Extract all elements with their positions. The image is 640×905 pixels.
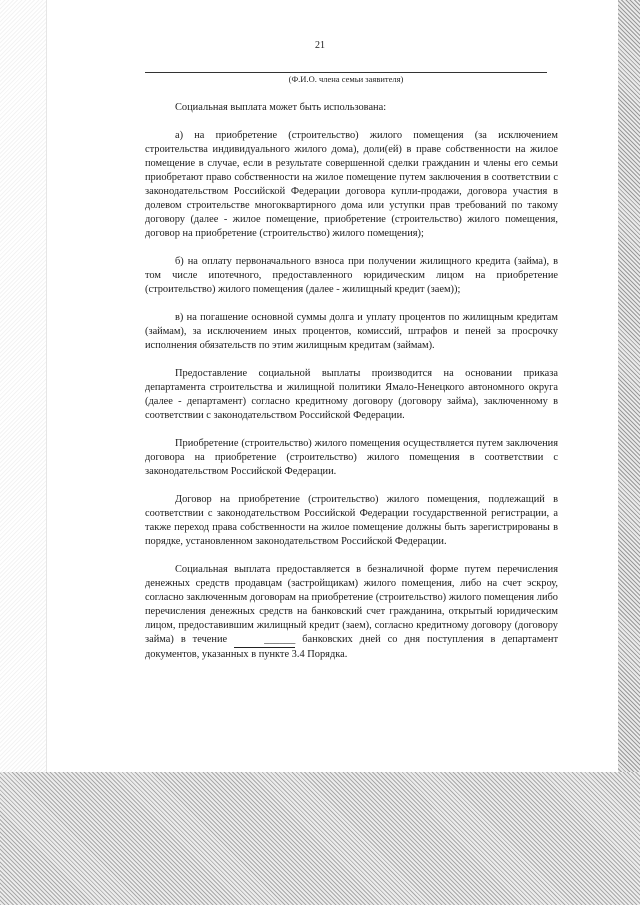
paragraph-registration: Договор на приобретение (строительство) жилого помещения, подлежащий в соответствии с законодательством Российской Федерации государственной регистрации, а также переход права собственности на жилое помещение должны быть зарегистрированы в порядке, установленном законодательством Российской Федерации. <box>145 494 558 547</box>
paragraph-payment <box>145 563 558 662</box>
scan-bottom-edge <box>0 772 640 905</box>
signature-line <box>145 72 547 73</box>
days-blank-field: ______ <box>234 633 295 648</box>
payment-text-end: банковских дней со дня поступления в департамент документов, указанных в пункте 3.4 Порядка. <box>145 634 559 660</box>
paragraph-basis: Предоставление социальной выплаты производится на основании приказа департамента строительства и жилищной политики Ямало-Ненецкого автономного округа (далее - департамент) согласно кредитному договору (договору займа), заключенному в соответствии с законодательством Российской Федерации. <box>145 368 558 421</box>
signature-caption: (Ф.И.О. члена семьи заявителя) <box>288 74 404 84</box>
scan-left-margin <box>0 0 47 772</box>
page-number: 21 <box>315 40 325 51</box>
document-body <box>145 101 558 676</box>
paragraph-item-b: б) на оплату первоначального взноса при получении жилищного кредита (займа), в том числе ипотечного, предоставленного юридическим лицом на приобретение (строительство) жилого помещения (далее - жилищный кредит (заем)); <box>145 256 558 295</box>
paragraph-item-c: в) на погашение основной суммы долга и уплату процентов по жилищным кредитам (займам), за исключением иных процентов, комиссий, штрафов и пеней за просрочку исполнения обязательств по этим жилищным кредитам (займам). <box>145 312 558 351</box>
payment-text-start: Социальная выплата предоставляется в безналичной форме путем перечисления денежных средств продавцам (застройщикам) жилого помещения, либо на счет эскроу, согласно заключенным договорам на приобретение (строительство) жилого помещения либо перечисления денежных средств на банковский счет гражданина, открытый юридическим лицом, предоставившим жилищный кредит (заем), согласно кредитному договору (договору займа) в течение <box>145 564 558 645</box>
paragraph-item-a: а) на приобретение (строительство) жилого помещения (за исключением строительства индивидуального жилого дома), доли(ей) в праве собственности на жилое помещение в случае, если в результате совершенной сделки гражданин и члены его семьи приобретают право собственности на жилое помещение путем заключения в соответствии с законодательством Российской Федерации договора купли-продажи, договора участия в долевом строительстве многоквартирного дома или уступки прав требований по такому договору (далее - жилое помещение, приобретение (строительство) жилого помещения, договор на приобретение (строительство) жилого помещения); <box>145 130 558 239</box>
paragraph-intro: Социальная выплата может быть использована: <box>175 102 387 113</box>
paragraph-acquisition: Приобретение (строительство) жилого помещения осуществляется путем заключения договора на приобретение (строительство) жилого помещения в соответствии с законодательством Российской Федерации. <box>145 438 558 477</box>
scan-right-edge <box>618 0 640 905</box>
